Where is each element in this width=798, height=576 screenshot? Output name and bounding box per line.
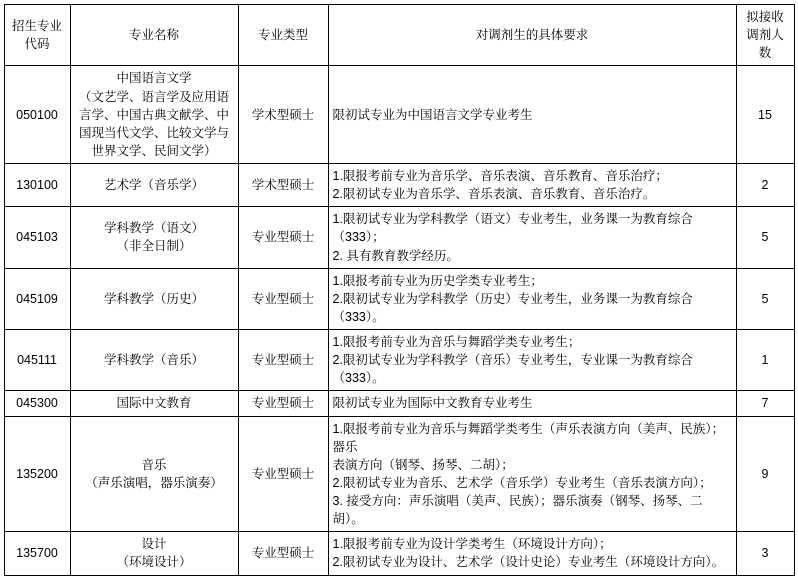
table-row [4, 330, 794, 391]
cell-requirement [328, 330, 736, 391]
requirement-line: 3. 接受方向：声乐演唱（美声、民族）；器乐演奏（钢琴、扬琴、二胡）。 [332, 494, 703, 527]
table-body [4, 66, 794, 575]
column-header-type-line1: 专业类型 [257, 28, 308, 43]
major-name-line: 音乐 [141, 457, 167, 472]
table-row [4, 207, 794, 268]
cell-quota: 5 [736, 268, 794, 329]
column-header-requirement [328, 5, 736, 66]
cell-major-type: 学术型硕士 [238, 164, 328, 207]
cell-quota: 3 [736, 532, 794, 575]
cell-major-name [70, 207, 238, 268]
table-header [4, 5, 794, 66]
major-name-line: 艺术学（音乐学） [103, 178, 204, 193]
requirement-line: 1.限初试专业为学科教学（语文）专业考生，业务课一为教育综合（333）； [332, 212, 693, 245]
cell-major-name [70, 532, 238, 575]
cell-quota: 5 [736, 207, 794, 268]
cell-major-code: 045300 [4, 391, 70, 416]
cell-requirement [328, 532, 736, 575]
cell-major-type: 专业型硕士 [238, 207, 328, 268]
cell-quota: 15 [736, 66, 794, 164]
cell-quota: 9 [736, 416, 794, 532]
column-header-code [4, 5, 70, 66]
cell-major-name [70, 391, 238, 416]
major-name-line: 国现当代文学、比较文学与 [78, 125, 229, 140]
requirement-line: 限初试专业为中国语言文学专业考生 [332, 107, 533, 122]
requirement-line: 限初试专业为国际中文教育专业考生 [332, 396, 533, 411]
cell-requirement [328, 416, 736, 532]
table-row [4, 532, 794, 575]
cell-requirement [328, 207, 736, 268]
column-header-quota-line2: 调剂人数 [746, 28, 784, 61]
cell-major-code: 050100 [4, 66, 70, 164]
major-name-line: （文艺学、语言学及应用语 [78, 89, 229, 104]
major-name-line: （声乐演唱，器乐演奏） [85, 475, 223, 490]
table-row [4, 268, 794, 329]
cell-major-name [70, 330, 238, 391]
column-header-name-line1: 专业名称 [128, 28, 179, 43]
requirement-line: 1.限报考前专业为音乐与舞蹈学类专业考生； [332, 335, 581, 349]
requirement-line: 1.限报考前专业为历史学类专业考生； [332, 273, 543, 288]
admission-adjustment-table [4, 4, 795, 576]
cell-major-code: 045103 [4, 207, 70, 268]
column-header-code-line1: 招生专业 [11, 19, 62, 34]
major-name-line: 世界文学、民间文学） [91, 143, 217, 158]
requirement-line: 2.限初试专业为学科教学（历史）专业考生，业务课一为教育综合（333）。 [332, 291, 693, 324]
column-header-requirement-line1: 对调剂生的具体要求 [475, 28, 589, 43]
cell-major-type: 专业型硕士 [238, 391, 328, 416]
requirement-line: 2.限初试专业为设计、艺术学（设计史论）专业考生（环境设计方向）。 [332, 555, 725, 570]
cell-major-code: 135200 [4, 416, 70, 532]
column-header-quota [736, 5, 794, 66]
requirement-line: 1.限报考前专业为设计学类考生（环境设计方向）； [332, 537, 612, 552]
requirement-line: 表演方向（钢琴、扬琴、二胡）； [332, 457, 514, 472]
column-header-code-line2: 代码 [24, 37, 50, 52]
requirement-line: 1.限报考前专业为音乐学、音乐表演、音乐教育、音乐治疗； [332, 169, 668, 183]
cell-major-type: 专业型硕士 [238, 330, 328, 391]
table-row [4, 164, 794, 207]
requirement-line: 2.限初试专业为音乐学、音乐表演、音乐教育、音乐治疗。 [332, 187, 656, 202]
cell-major-name [70, 164, 238, 207]
major-name-line: 中国语言文学 [116, 71, 192, 86]
major-name-line: （环境设计） [116, 555, 192, 570]
major-name-line: 设计 [141, 537, 167, 552]
cell-major-name [70, 268, 238, 329]
cell-quota: 7 [736, 391, 794, 416]
column-header-name [70, 5, 238, 66]
table-row [4, 66, 794, 164]
cell-major-code: 130100 [4, 164, 70, 207]
cell-major-name [70, 66, 238, 164]
requirement-line: 2. 具有教育教学经历。 [332, 248, 459, 263]
cell-major-code: 045109 [4, 268, 70, 329]
table-row [4, 416, 794, 532]
cell-requirement [328, 391, 736, 416]
major-name-line: 言学、中国古典文献学、中 [78, 107, 229, 122]
cell-quota: 1 [736, 330, 794, 391]
major-name-line: 国际中文教育 [116, 396, 192, 411]
column-header-type [238, 5, 328, 66]
requirement-line: 2.限初试专业为学科教学（音乐）专业考生，专业课一为教育综合（333）。 [332, 353, 693, 386]
cell-major-type: 学术型硕士 [238, 66, 328, 164]
major-name-line: （非全日制） [116, 239, 192, 254]
cell-major-name [70, 416, 238, 532]
major-name-line: 学科教学（语文） [103, 221, 204, 236]
cell-major-code: 045111 [4, 330, 70, 391]
table-row [4, 391, 794, 416]
cell-quota: 2 [736, 164, 794, 207]
major-name-line: 学科教学（历史） [103, 291, 204, 306]
table-header-row [4, 5, 794, 66]
cell-requirement [328, 268, 736, 329]
major-name-line: 学科教学（音乐） [103, 353, 204, 368]
requirement-line: 1.限报考前专业为音乐与舞蹈学类考生（声乐表演方向（美声、民族）；器乐 [332, 421, 725, 454]
cell-major-type: 专业型硕士 [238, 532, 328, 575]
cell-major-type: 专业型硕士 [238, 416, 328, 532]
cell-requirement [328, 164, 736, 207]
cell-requirement [328, 66, 736, 164]
cell-major-code: 135700 [4, 532, 70, 575]
column-header-quota-line1: 拟接收 [746, 10, 784, 24]
cell-major-type: 专业型硕士 [238, 268, 328, 329]
requirement-line: 2.限初试专业为音乐、艺术学（音乐学）专业考生（音乐表演方向）； [332, 475, 712, 490]
